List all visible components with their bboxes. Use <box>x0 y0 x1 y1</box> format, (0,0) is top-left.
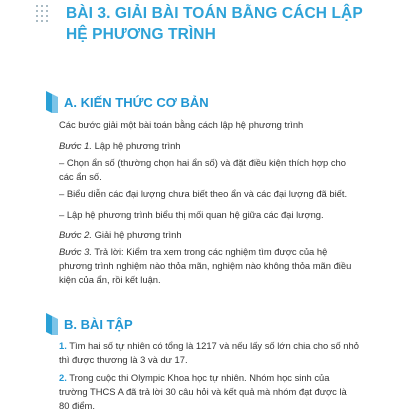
intro-text: Các bước giải một bài toán bằng cách lập hệ phương trình <box>59 119 304 130</box>
step2-line <box>59 228 359 242</box>
section-a-header <box>46 91 376 113</box>
section-marker-icon <box>46 91 58 113</box>
section-b-header <box>46 313 376 335</box>
step1-text: Lập hệ phương trình <box>91 140 181 151</box>
step2-text: Giải hệ phương trình <box>91 229 182 240</box>
exercise-1 <box>59 339 359 367</box>
step3-line <box>59 245 359 287</box>
step1-item-3: – Lập hệ phương trình biểu thị mối quan hệ giữa các đại lượng. <box>59 209 324 220</box>
section-marker-icon <box>46 313 58 335</box>
step3-label: Bước 3. <box>59 246 92 257</box>
exercise-2-number: 2. <box>59 372 67 383</box>
exercise-2 <box>59 371 359 413</box>
page-title: BÀI 3. GIẢI BÀI TOÁN BẰNG CÁCH LẬP HỆ PHƯƠNG TRÌNH <box>66 5 363 43</box>
step3-text: Trả lời: Kiểm tra xem trong các nghiệm tìm được của hệ phương trình nghiệm nào thỏa mãn, nghiệm nào không thỏa mãn điều kiện của ẩn, rồi kết luận. <box>59 246 352 285</box>
exercise-2-text: Trong cuộc thi Olympic Khoa học tự nhiên. Nhóm học sinh của trường THCS A đã trả lời 30 câu hỏi và kết quả mà nhóm đạt được là 80 điểm. <box>59 372 347 411</box>
section-a-heading: A. KIẾN THỨC CƠ BẢN <box>64 95 209 110</box>
section-b-heading: B. BÀI TẬP <box>64 317 133 332</box>
step2-label: Bước 2. <box>59 229 92 240</box>
step1-line <box>59 139 359 153</box>
exercise-1-text: Tìm hai số tự nhiên có tổng là 1217 và nếu lấy số lớn chia cho số nhỏ thì được thương là 3 và dư 17. <box>59 340 359 365</box>
step1-item-2: – Biểu diễn các đại lượng chưa biết theo ẩn và các đại lượng đã biết. <box>59 188 348 199</box>
title-dots-ornament <box>36 5 54 25</box>
step1-label: Bước 1. <box>59 140 92 151</box>
step1-item-1: – Chọn ẩn số (thường chọn hai ẩn số) và đặt điều kiện thích hợp cho các ẩn số. <box>59 157 346 182</box>
exercise-1-number: 1. <box>59 340 67 351</box>
